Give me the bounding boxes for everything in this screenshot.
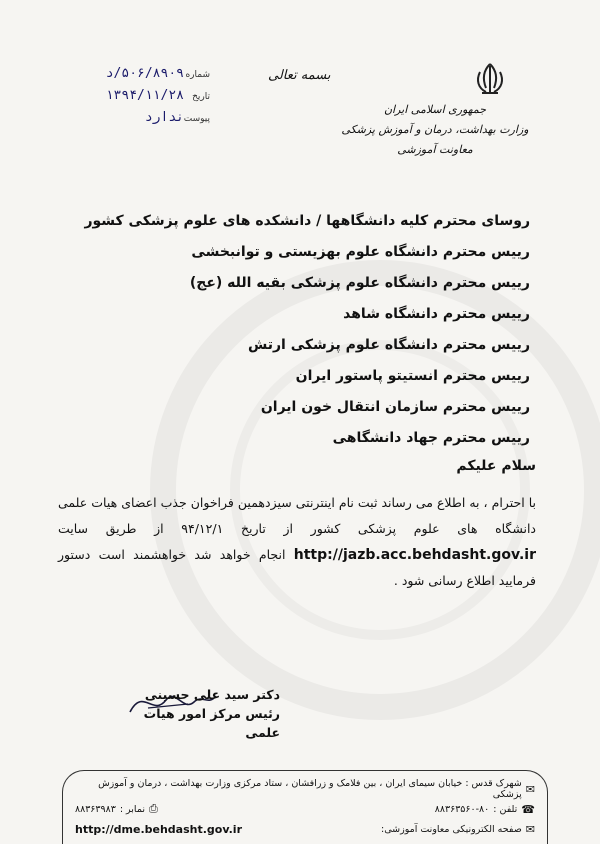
letter-body bbox=[58, 490, 536, 594]
body-text-after: انجام خواهد شد خواهشمند است دستور فرمایید اطلاع رسانی شود . bbox=[58, 547, 536, 588]
ministry-name: وزارت بهداشت، درمان و آموزش پزشکی bbox=[341, 123, 529, 136]
attachment-value: ندارد bbox=[144, 110, 184, 125]
signer-name: دکتر سید علی حسینی bbox=[144, 687, 280, 702]
recipients-list bbox=[60, 206, 530, 454]
website-link[interactable]: http://dme.behdasht.gov.ir bbox=[75, 822, 242, 836]
letter-meta bbox=[40, 66, 210, 132]
recipient-line: رییس محترم دانشگاه علوم پزشکی ارتش bbox=[247, 337, 530, 353]
letter-attachment-row bbox=[40, 110, 210, 132]
registration-url: http://jazb.acc.behdasht.gov.ir bbox=[293, 547, 536, 563]
footer-address: شهرک قدس : خیابان سیمای ایران ، بین فلامک و زرافشان ، ستاد مرکزی وزارت بهداشت ، درمان و آموزش پزشکی bbox=[98, 778, 522, 800]
recipient-line: رییس محترم دانشگاه شاهد bbox=[343, 306, 530, 322]
iran-emblem-icon bbox=[472, 62, 508, 96]
letter-date-row bbox=[40, 88, 210, 110]
recipient-line: رییس محترم دانشگاه علوم پزشکی بقیه الله (عج) bbox=[189, 275, 530, 291]
basmala-heading: بسمه تعالی bbox=[268, 68, 331, 83]
date-value: ۱۳۹۴/۱۱/۲۸ bbox=[105, 88, 184, 103]
number-label: شماره bbox=[185, 70, 210, 80]
recipient-line: رییس محترم انستیتو پاستور ایران bbox=[295, 368, 530, 384]
recipient-line: روسای محترم کلیه دانشگاهها / دانشکده های علوم پزشکی کشور bbox=[84, 213, 530, 229]
phone-icon: ☎ bbox=[521, 802, 535, 816]
location-icon: ✉ bbox=[525, 782, 535, 796]
number-value: ۵۰۶/۸۹۰۹/د bbox=[105, 66, 184, 81]
fax-icon: ⎙ bbox=[148, 802, 158, 815]
footer-address-row bbox=[75, 779, 535, 799]
ministry-department: معاونت آموزشی bbox=[397, 143, 473, 156]
greeting: سلام علیکم bbox=[456, 458, 536, 474]
website-label: صفحه الکترونیکی معاونت آموزشی: bbox=[381, 823, 522, 835]
signer-title: رئیس مرکز امور هیات علمی bbox=[143, 706, 280, 740]
mail-icon: ✉ bbox=[525, 822, 535, 836]
fax-label: نمابر : bbox=[119, 803, 145, 815]
ministry-header bbox=[330, 100, 540, 160]
recipient-line: رییس محترم جهاد دانشگاهی bbox=[332, 430, 530, 446]
fax-value: ۸۸۳۶۳۹۸۳ bbox=[75, 803, 116, 815]
phone-label: تلفن : bbox=[493, 803, 518, 815]
ministry-country: جمهوری اسلامی ایران bbox=[383, 103, 487, 116]
footer-contact-row bbox=[75, 799, 535, 819]
date-label: تاریخ bbox=[192, 92, 210, 102]
body-text-before: با احترام ، به اطلاع می رساند ثبت نام اینترنتی سیزدهمین فراخوان جذب اعضای هیات علمی دانشگاه های علوم پزشکی کشور از تاریخ ۹۴/۱۲/۱ از طریق سایت bbox=[58, 495, 537, 536]
letter-number-row bbox=[40, 66, 210, 88]
phone-value: ۸۸۳۶۳۵۶۰-۸۰ bbox=[434, 803, 490, 815]
signature-block bbox=[110, 685, 280, 742]
attachment-label: پیوست bbox=[183, 114, 210, 124]
recipient-line: رییس محترم سازمان انتقال خون ایران bbox=[260, 399, 530, 415]
letter-footer bbox=[62, 770, 548, 844]
footer-website-row bbox=[75, 819, 535, 839]
recipient-line: رییس محترم دانشگاه علوم بهزیستی و توانبخشی bbox=[191, 244, 530, 260]
